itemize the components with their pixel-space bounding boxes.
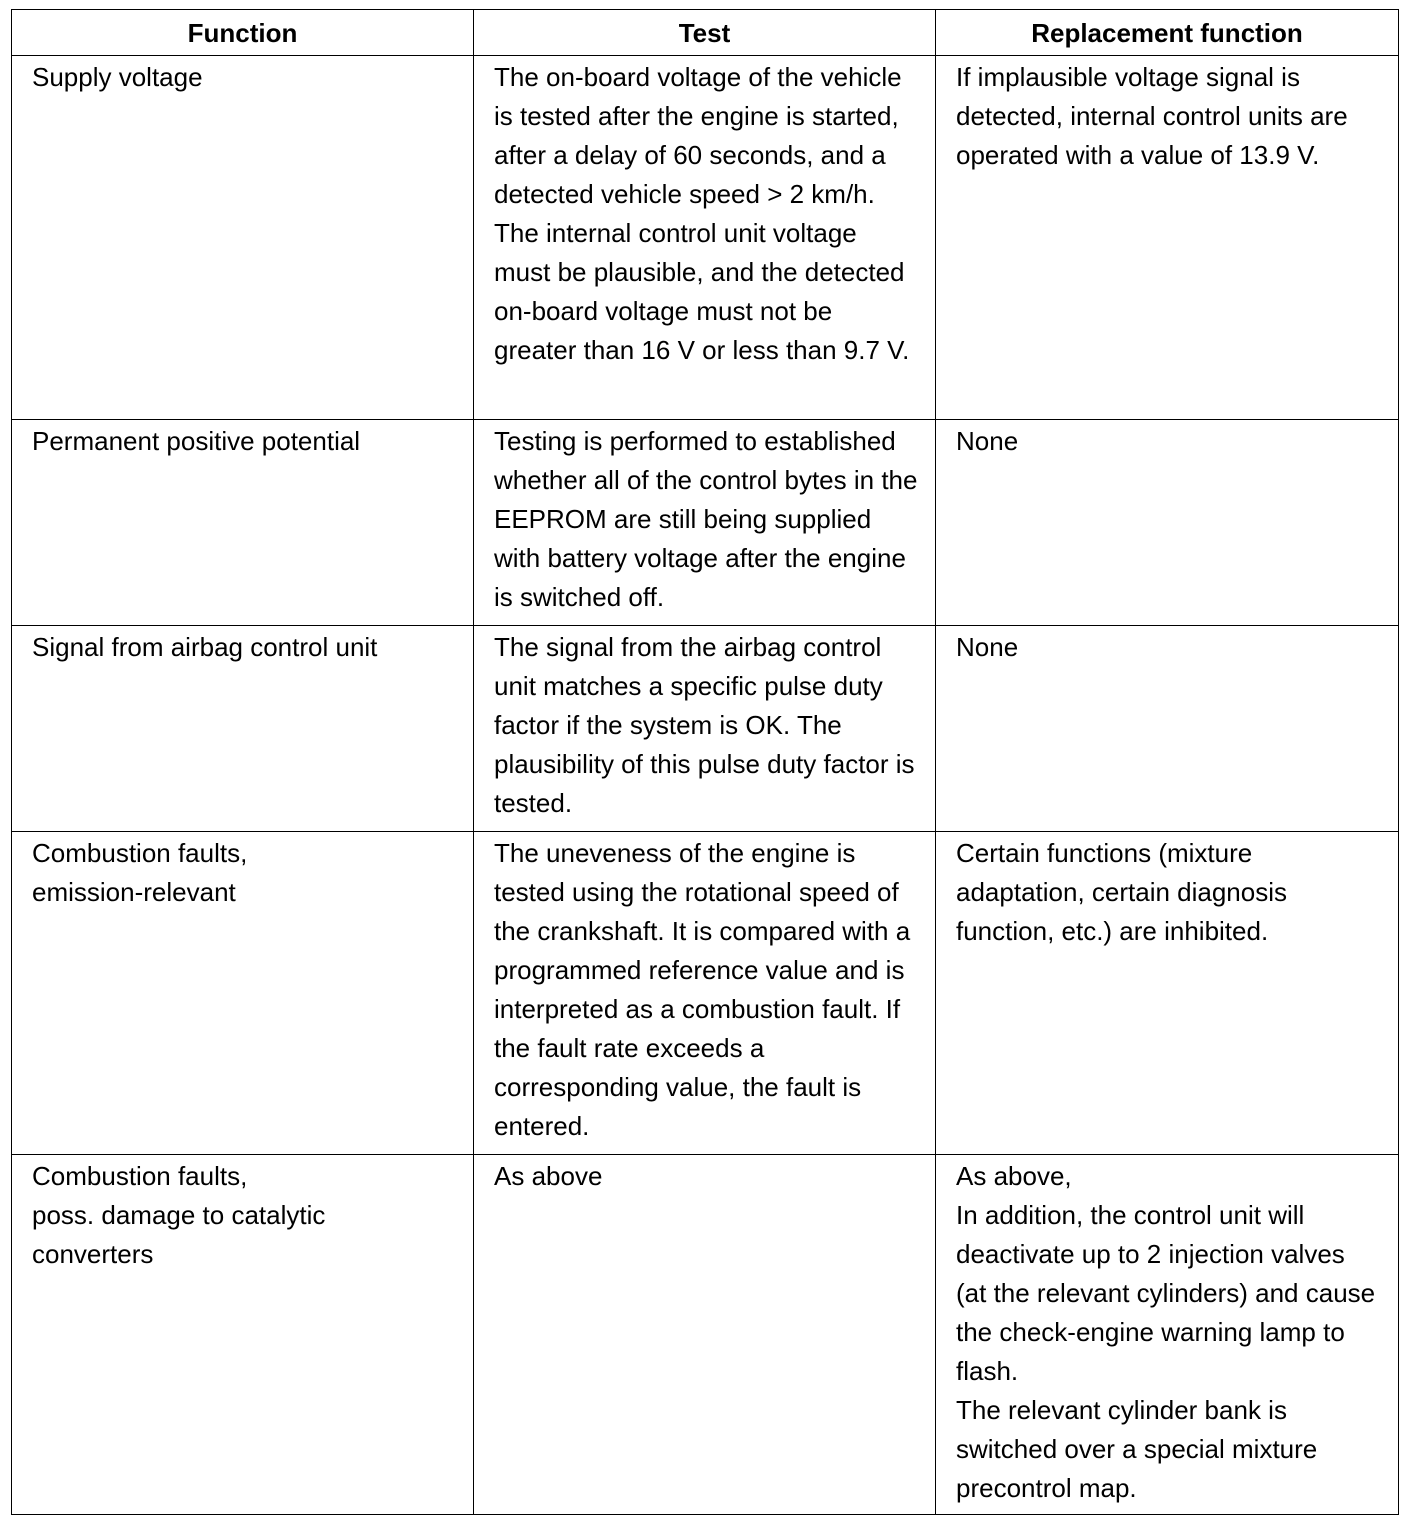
replacement-cell bbox=[936, 420, 1399, 626]
test-text: The uneveness of the engine is tested using the rotational speed of the crankshaft. It is compared with a programmed reference value and is interpreted as a combustion fault. If the fault rate exceeds a corresponding value, the fault is entered. bbox=[494, 838, 911, 1141]
test-cell bbox=[474, 56, 936, 420]
replacement-text-line-3: The relevant cylinder bank is switched over a special mixture precontrol map. bbox=[956, 1395, 1318, 1503]
replacement-cell bbox=[936, 1155, 1399, 1515]
table-row bbox=[12, 832, 1399, 1155]
test-text: Testing is performed to established whether all of the control bytes in the EEPROM are still being supplied with battery voltage after the engine is switched off. bbox=[494, 426, 918, 612]
function-cell bbox=[12, 56, 474, 420]
table-row bbox=[12, 1155, 1399, 1515]
function-cell bbox=[12, 832, 474, 1155]
test-cell bbox=[474, 1155, 936, 1515]
test-cell bbox=[474, 420, 936, 626]
header-replacement-function: Replacement function bbox=[936, 10, 1399, 56]
function-text: Supply voltage bbox=[32, 62, 203, 92]
replacement-cell bbox=[936, 832, 1399, 1155]
function-text-line-2: poss. damage to catalytic bbox=[32, 1200, 326, 1230]
header-row bbox=[12, 10, 1399, 56]
function-text-line-2: emission-relevant bbox=[32, 877, 236, 907]
function-cell bbox=[12, 420, 474, 626]
replacement-text: If implausible voltage signal is detected, internal control units are operated with a value of 13.9 V. bbox=[956, 62, 1348, 170]
header-function: Function bbox=[12, 10, 474, 56]
replacement-text-line-1: As above, bbox=[956, 1161, 1072, 1191]
function-cell bbox=[12, 626, 474, 832]
replacement-text: Certain functions (mixture adaptation, certain diagnosis function, etc.) are inhibited. bbox=[956, 838, 1288, 946]
function-text: Signal from airbag control unit bbox=[32, 632, 378, 662]
header-test: Test bbox=[474, 10, 936, 56]
function-test-table bbox=[11, 9, 1399, 1515]
test-text: The signal from the airbag control unit matches a specific pulse duty factor if the system is OK. The plausibility of this pulse duty factor is tested. bbox=[494, 632, 915, 818]
test-text: As above bbox=[494, 1161, 603, 1191]
replacement-cell bbox=[936, 56, 1399, 420]
function-text-line-3: converters bbox=[32, 1239, 154, 1269]
replacement-text: None bbox=[956, 426, 1019, 456]
replacement-text-line-2: In addition, the control unit will deactivate up to 2 injection valves (at the relevant cylinders) and cause the check-engine warning lamp to flash. bbox=[956, 1200, 1376, 1386]
table-row bbox=[12, 420, 1399, 626]
function-text-line-1: Combustion faults, bbox=[32, 1161, 248, 1191]
replacement-cell bbox=[936, 626, 1399, 832]
test-text: The on-board voltage of the vehicle is tested after the engine is started, after a delay of 60 seconds, and a detected vehicle speed > 2 km/h. The internal control unit voltage must be plausible, and the detected on-board voltage must not be greater than 16 V or less than 9.7 V. bbox=[494, 62, 910, 365]
function-text-line-1: Combustion faults, bbox=[32, 838, 248, 868]
table-row bbox=[12, 56, 1399, 420]
test-cell bbox=[474, 832, 936, 1155]
function-cell bbox=[12, 1155, 474, 1515]
table-row bbox=[12, 626, 1399, 832]
function-text: Permanent positive potential bbox=[32, 426, 361, 456]
replacement-text: None bbox=[956, 632, 1019, 662]
test-cell bbox=[474, 626, 936, 832]
